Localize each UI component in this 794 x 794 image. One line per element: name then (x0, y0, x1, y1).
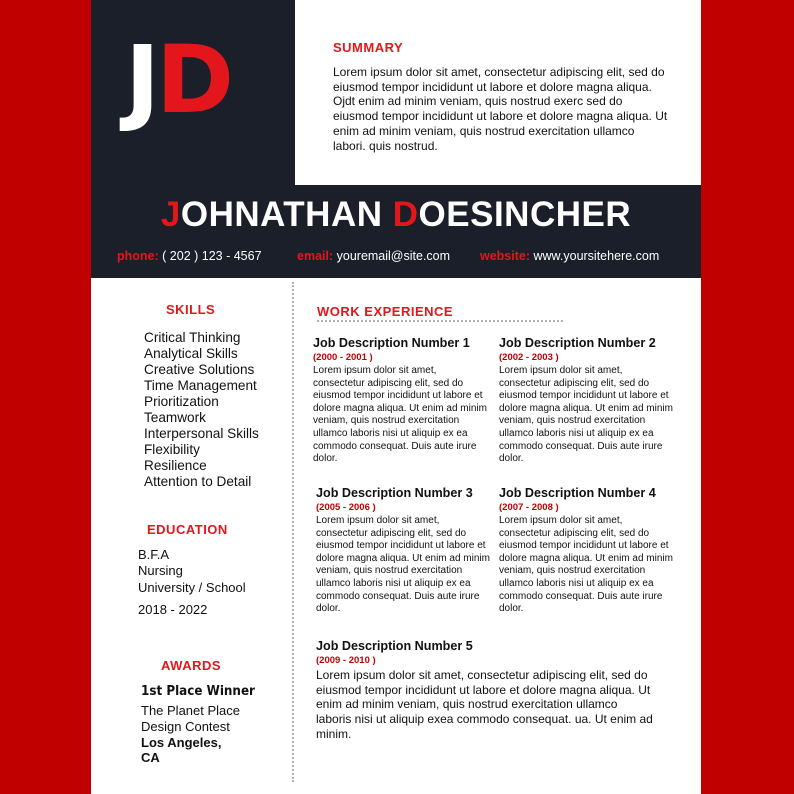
skill-item: Flexibility (144, 442, 200, 457)
award-location: Los Angeles, (141, 735, 222, 750)
award-line: Design Contest (141, 719, 230, 734)
monogram-logo (125, 26, 231, 135)
job-title: Job Description Number 4 (499, 486, 656, 500)
job-dates: (2007 - 2008 ) (499, 502, 559, 513)
job-text: Lorem ipsum dolor sit amet, consectetur adipiscing elit, sed do eiusmod tempor incididunt ut labore et dolore magna aliqua. Ut enim ad minim veniam, quis nostrud exercitation ullamco laboris nisi ut aliquip ex ea commodo consequat. Duis aute irure dolor. (499, 365, 673, 465)
award-line: The Planet Place (141, 703, 241, 718)
job-dates: (2005 - 2006 ) (316, 502, 376, 513)
skill-item: Attention to Detail (144, 474, 252, 489)
education-degree: B.F.A (138, 547, 170, 562)
website-value[interactable]: www.yoursitehere.com (533, 249, 660, 263)
work-experience-rule (317, 320, 563, 322)
name-first-initial: J (160, 195, 181, 234)
column-divider (292, 282, 294, 782)
job-title: Job Description Number 3 (316, 486, 473, 500)
name-first-rest: OHNATHAN (180, 195, 383, 234)
email-label: email: (297, 249, 334, 263)
skills-list (144, 330, 259, 490)
full-name (91, 196, 701, 235)
job-title: Job Description Number 5 (316, 639, 473, 653)
job-entry (316, 486, 491, 616)
awards-title: AWARDS (161, 658, 222, 673)
summary-title: SUMMARY (333, 40, 404, 55)
skill-item: Prioritization (144, 394, 219, 409)
skill-item: Critical Thinking (144, 330, 241, 345)
job-entry (499, 336, 674, 466)
education-field: Nursing (138, 563, 183, 578)
work-experience-title: WORK EXPERIENCE (317, 304, 454, 319)
job-title: Job Description Number 2 (499, 336, 656, 350)
award-location: CA (141, 750, 160, 765)
job-text: Lorem ipsum dolor sit amet, consectetur adipiscing elit, sed do eiusmod tempor incididunt ut labore et dolore magna aliqua. Ut enim ad minim veniam, quis nostrud exercitation ullamco laboris nisi ut aliquip ex ea commodo consequat. Duis aute irure dolor. (313, 365, 487, 465)
job-entry (313, 336, 488, 466)
education-school: University / School (138, 580, 246, 595)
skill-item: Interpersonal Skills (144, 426, 259, 441)
skill-item: Resilience (144, 458, 207, 473)
website-label: website: (480, 249, 531, 263)
skill-item: Teamwork (144, 410, 206, 425)
job-text: Lorem ipsum dolor sit amet, consectetur adipiscing elit, sed do eiusmod tempor incididunt ut labore et dolore magna aliqua. Ut enim ad minim veniam, quis nostrud exercitation ullamco laboris nisi ut aliquip ex ea commodo consequat. Duis aute irure dolor. (499, 515, 673, 615)
phone-label: phone: (117, 249, 159, 263)
logo-first-initial: J (125, 26, 156, 135)
job-dates: (2009 - 2010 ) (316, 655, 376, 666)
contact-phone (117, 249, 262, 263)
job-entry (499, 486, 674, 616)
name-last-rest: OESINCHER (418, 195, 632, 234)
job-entry (316, 639, 656, 742)
skills-title: SKILLS (166, 302, 216, 317)
contact-website (480, 249, 659, 263)
job-text: Lorem ipsum dolor sit amet, consectetur adipiscing elit, sed do eiusmod tempor incididunt ut labore et dolore magna aliqua. Ut enim ad minim veniam, quis nostrud exercitation ullamco laboris nisi ut aliquip ex ea commodo consequat. Duis aute irure dolor. (316, 515, 490, 615)
job-dates: (2000 - 2001 ) (313, 352, 373, 363)
contact-email (297, 249, 450, 263)
education-years: 2018 - 2022 (138, 602, 208, 617)
skill-item: Creative Solutions (144, 362, 255, 377)
award-name: 1st Place Winner (141, 684, 255, 699)
skill-item: Analytical Skills (144, 346, 238, 361)
job-text: Lorem ipsum dolor sit amet, consectetur adipiscing elit, sed do eiusmod tempor incididunt ut labore et dolore magna aliqua. Ut enim ad minim veniam, quis nostrud exercitation ullamco laboris nisi ut aliquip exea commodo consequat. ua. Ut enim ad minim. (316, 668, 653, 741)
phone-value: ( 202 ) 123 - 4567 (162, 249, 262, 263)
resume-page (91, 0, 701, 794)
name-last-initial: D (392, 195, 419, 234)
education-title: EDUCATION (147, 522, 228, 537)
job-dates: (2002 - 2003 ) (499, 352, 559, 363)
skill-item: Time Management (144, 378, 257, 393)
email-value[interactable]: youremail@site.com (336, 249, 451, 263)
summary-text: Lorem ipsum dolor sit amet, consectetur adipiscing elit, sed do eiusmod tempor incididunt ut labore et dolore magna aliqua. Ojdt enim ad minim veniam, quis nostrud exerc sed do eiusmod tempor incididunt ut labore et dolore magna aliqua. Ut enim ad minim veniam, quis nostrud exercitation ullamco labori. quis nostrud. (333, 65, 668, 153)
job-title: Job Description Number 1 (313, 336, 470, 350)
logo-last-initial: D (155, 26, 231, 135)
